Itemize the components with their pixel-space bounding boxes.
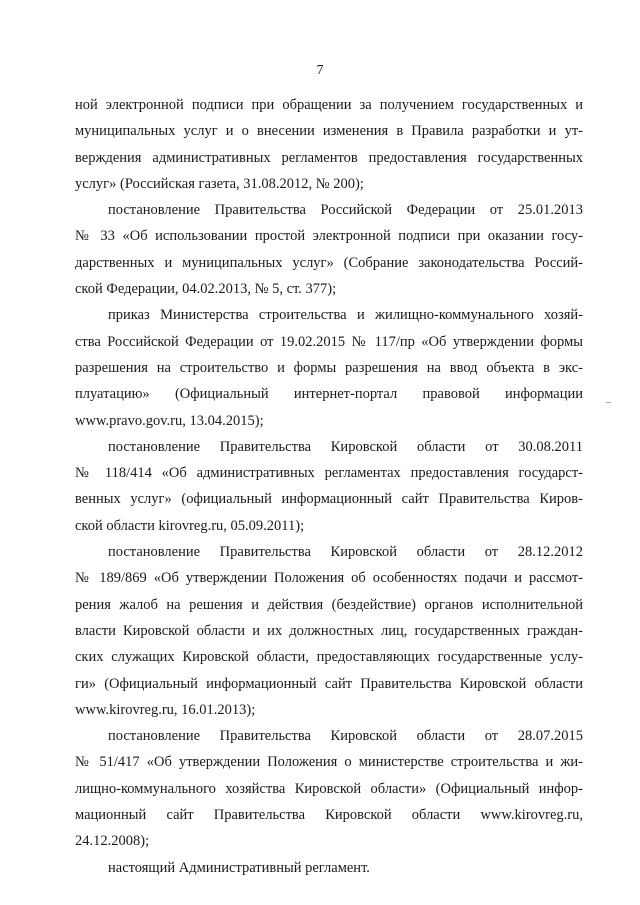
scan-artifact-dash: – [606,397,611,408]
text-line: www.kirovreg.ru, 16.01.2013); [75,701,256,718]
paragraph [75,539,583,723]
text-line: № 118/414 «Об административных регламентах предоставления государст- [75,465,583,482]
text-line: № 189/869 «Об утверждении Положения об особенностях подачи и рассмот- [75,570,583,587]
paragraph [75,302,583,433]
text-line: услуг» (Российская газета, 31.08.2012, № 200); [75,175,364,192]
text-line: власти Кировской области и их должностных лиц, государственных граждан- [75,622,583,639]
text-line: 24.12.2008); [75,833,150,850]
paragraph [75,197,583,302]
text-line: постановление Правительства Российской Федерации от 25.01.2013 [108,202,583,219]
text-line: верждения административных регламентов предоставления государственных [75,149,583,166]
text-line: плуатацию» (Официальный интернет-портал правовой информации [75,386,583,403]
scan-artifact-tick: ` [518,505,522,516]
text-line: постановление Правительства Кировской области от 30.08.2011 [108,438,583,455]
text-line: разрешения на строительство и формы разрешения на ввод объекта в экс- [75,359,583,376]
text-line: ских служащих Кировской области, предоставляющих государственные услу- [75,649,583,666]
paragraph [75,92,583,197]
text-line: лищно-коммунального хозяйства Кировской области» (Официальный инфор- [75,780,583,797]
text-line: № 51/417 «Об утверждении Положения о министерстве строительства и жи- [75,754,583,771]
text-line: постановление Правительства Кировской области от 28.12.2012 [108,544,583,561]
page-number: 7 [316,63,324,78]
text-line: ской Федерации, 04.02.2013, № 5, ст. 377); [75,281,337,298]
document-body [75,92,583,881]
text-line: ства Российской Федерации от 19.02.2015 № 117/пр «Об утверждении формы [75,333,583,350]
text-line: рения жалоб на решения и действия (бездействие) органов исполнительной [75,596,583,613]
text-line: венных услуг» (официальный информационный сайт Правительства Киров- [75,491,583,508]
paragraph [75,855,583,881]
text-line: настоящий Административный регламент. [108,859,370,876]
text-line: дарственных и муниципальных услуг» (Собрание законодательства Россий- [75,254,583,271]
text-line: ной электронной подписи при обращении за получением государственных и [75,97,583,113]
text-line: № 33 «Об использовании простой электронной подписи при оказании госу- [75,228,583,245]
paragraph [75,723,583,854]
paragraph [75,434,583,539]
text-line: приказ Министерства строительства и жилищно-коммунального хозяй- [108,307,583,324]
text-line: ской области kirovreg.ru, 05.09.2011); [75,517,305,534]
text-line: мационный сайт Правительства Кировской области www.kirovreg.ru, [75,807,583,824]
text-line: муниципальных услуг и о внесении изменения в Правила разработки и ут- [75,123,583,140]
text-line: ги» (Официальный информационный сайт Правительства Кировской области [75,675,583,692]
text-line: постановление Правительства Кировской области от 28.07.2015 [108,728,583,745]
text-line: www.pravo.gov.ru, 13.04.2015); [75,412,264,429]
